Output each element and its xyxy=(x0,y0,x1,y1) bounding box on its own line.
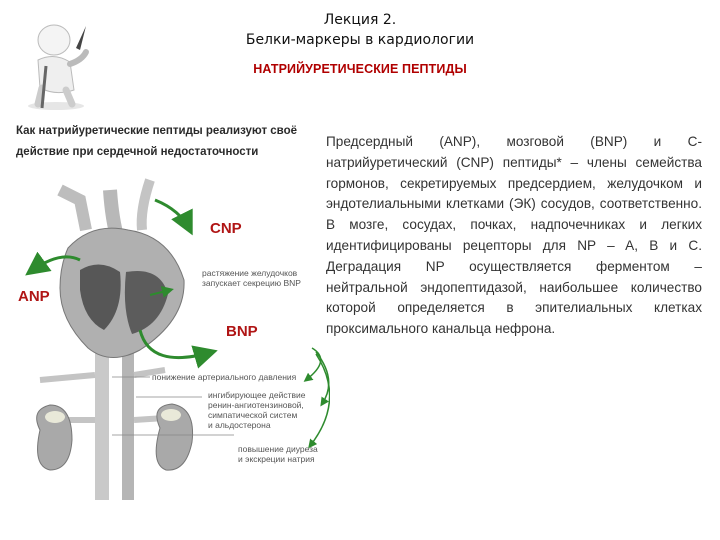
lecture-subtitle: Белки-маркеры в кардиологии xyxy=(245,32,475,48)
topic-title: НАТРИЙУРЕТИЧЕСКИЕ ПЕПТИДЫ xyxy=(253,62,467,76)
annotation-line: и экскреции натрия xyxy=(238,454,315,464)
figure-title-line: Как натрийуретические пептиды реализуют своё xyxy=(16,125,298,137)
stretch-annotation xyxy=(202,268,301,288)
header xyxy=(0,10,720,76)
figure-title-line: действие при сердечной недостаточности xyxy=(16,146,259,158)
effect-inhibition xyxy=(208,390,305,430)
annotation-line: повышение диуреза xyxy=(238,444,318,454)
effect-blood-pressure: понижение артериального давления xyxy=(152,372,297,382)
heart-kidney-diagram xyxy=(0,170,330,515)
figure-title xyxy=(16,121,326,163)
annotation-line: запускает секрецию BNP xyxy=(202,278,301,288)
label-bnp: BNP xyxy=(226,323,258,340)
body-paragraph: Предсердный (ANP), мозговой (BNP) и С-натрийуретический (CNP) пептиды* – члены семейства гормонов, секретируемых предсердием, желудочком и эндотелиальными клетками (ЭК) сосудов, соответственно. В мозге, сосудах, почках, надпочечниках и легких идентифицированы рецепторы для NP – A, B и C. Деградация NP осуществляется ферментом – нейтральной эндопептидазой, наибольшее количество которой определяется в эпителиальных клетках проксимального канальца нефрона. xyxy=(326,134,702,337)
effect-diuresis xyxy=(238,444,318,464)
annotation-line: и альдостерона xyxy=(208,420,271,430)
annotation-line: растяжение желудочков xyxy=(202,268,298,278)
annotation-line: симпатической систем xyxy=(208,410,298,420)
cnp-arrow xyxy=(155,200,190,230)
annotation-line: ренин-ангиотензиновой, xyxy=(208,400,304,410)
label-anp: ANP xyxy=(18,288,50,305)
lecture-number: Лекция 2. xyxy=(323,12,397,28)
annotation-line: ингибирующее действие xyxy=(208,390,306,400)
label-cnp: CNP xyxy=(210,220,242,237)
